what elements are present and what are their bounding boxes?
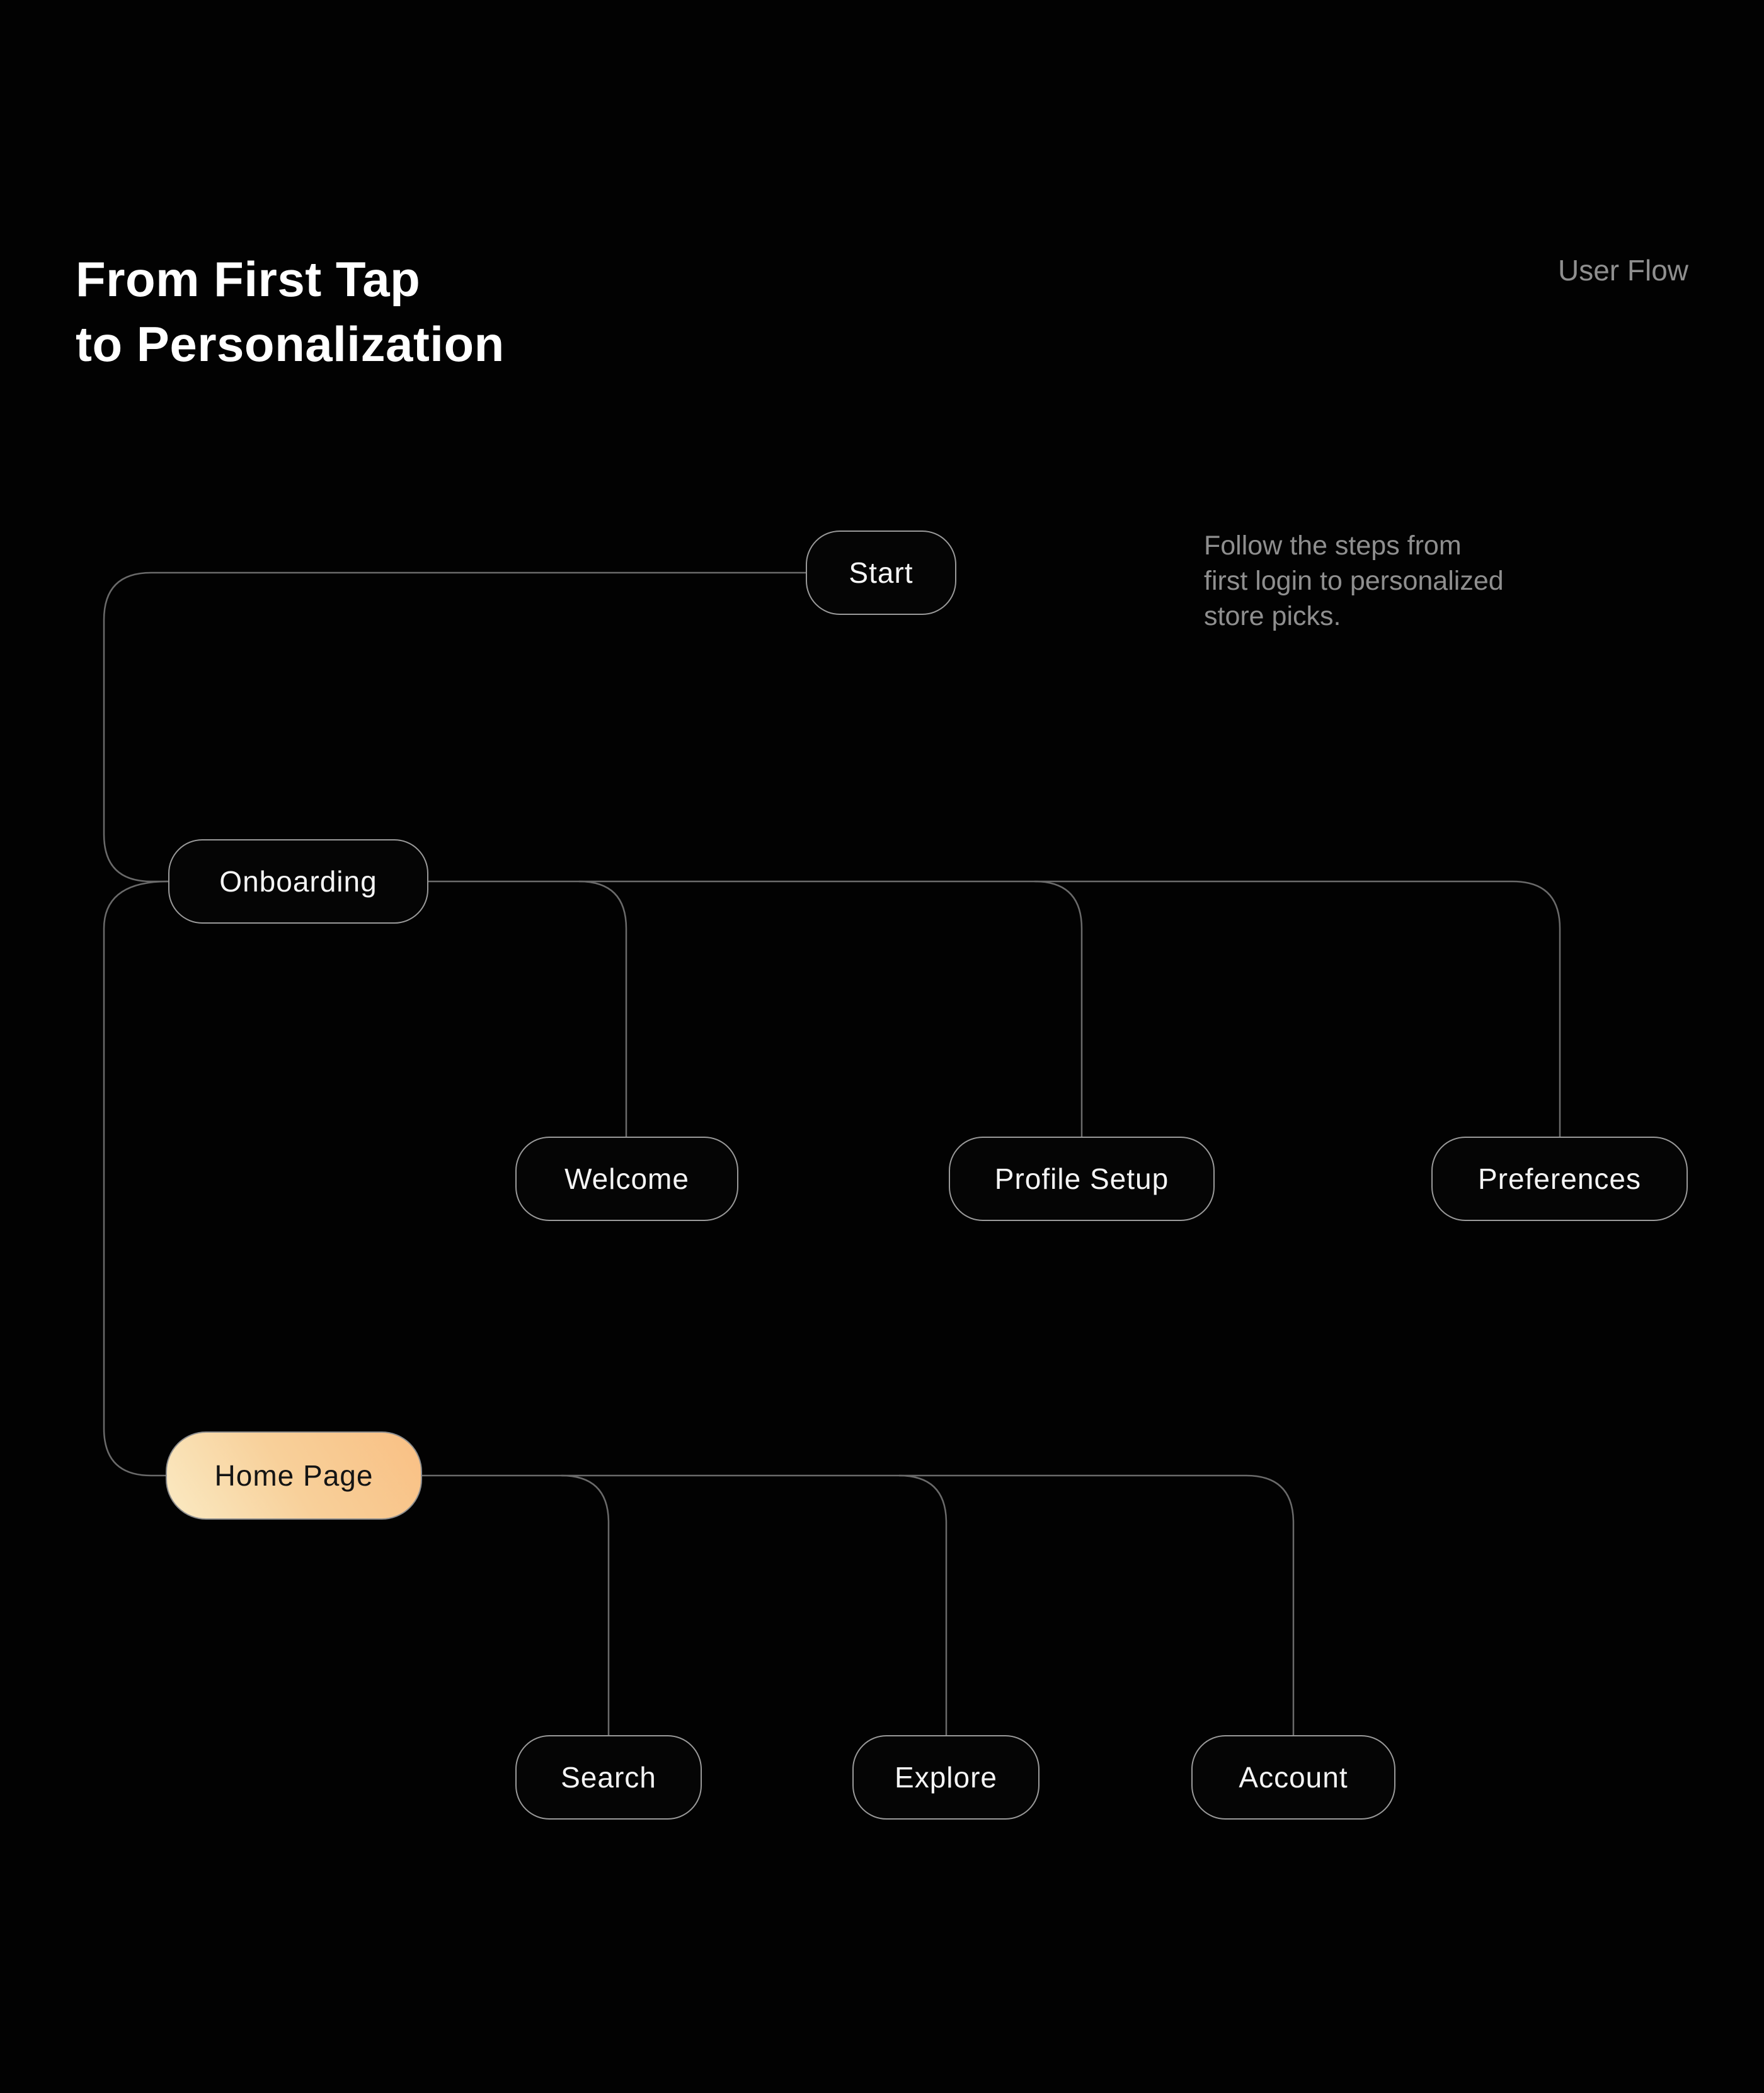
intro-line-3: store picks.	[1204, 601, 1341, 631]
flow-node-explore	[852, 1735, 1040, 1820]
flow-node-welcome-label: Welcome	[564, 1162, 689, 1195]
flow-node-start	[806, 530, 956, 615]
connector-onboarding-to-home-page	[104, 881, 168, 1476]
corner-label-user-flow: User Flow	[1557, 254, 1688, 287]
flow-node-profile-setup-label: Profile Setup	[994, 1162, 1169, 1195]
connector-branch-to-explore	[899, 1476, 946, 1735]
flow-node-search-label: Search	[561, 1761, 656, 1794]
page-title-line-1: From First Tap	[76, 251, 421, 307]
intro-line-1: Follow the steps from	[1204, 530, 1462, 561]
intro-line-2: first login to personalized	[1204, 566, 1504, 596]
flow-node-preferences-label: Preferences	[1477, 1162, 1641, 1195]
connector-home-page-to-account	[422, 1476, 1293, 1735]
flow-node-onboarding	[168, 839, 428, 924]
flow-node-profile-setup	[949, 1137, 1215, 1221]
connector-branch-to-profile-setup	[1034, 881, 1082, 1137]
flow-node-search	[515, 1735, 702, 1820]
connector-onboarding-to-preferences	[428, 881, 1560, 1137]
flow-node-home-page-label: Home Page	[214, 1459, 374, 1492]
flow-node-account-label: Account	[1239, 1761, 1348, 1794]
flow-node-preferences	[1431, 1137, 1688, 1221]
connector-branch-to-search	[561, 1476, 609, 1735]
flow-node-onboarding-label: Onboarding	[219, 865, 377, 898]
flow-node-explore-label: Explore	[895, 1761, 997, 1794]
page-title-line-2: to Personalization	[76, 316, 505, 372]
flow-node-account	[1191, 1735, 1395, 1820]
flow-node-home-page-highlighted	[166, 1431, 422, 1520]
connector-start-to-onboarding	[104, 573, 806, 881]
flow-node-start-label: Start	[849, 556, 914, 589]
connector-branch-to-welcome	[579, 881, 626, 1137]
flow-node-welcome	[515, 1137, 738, 1221]
